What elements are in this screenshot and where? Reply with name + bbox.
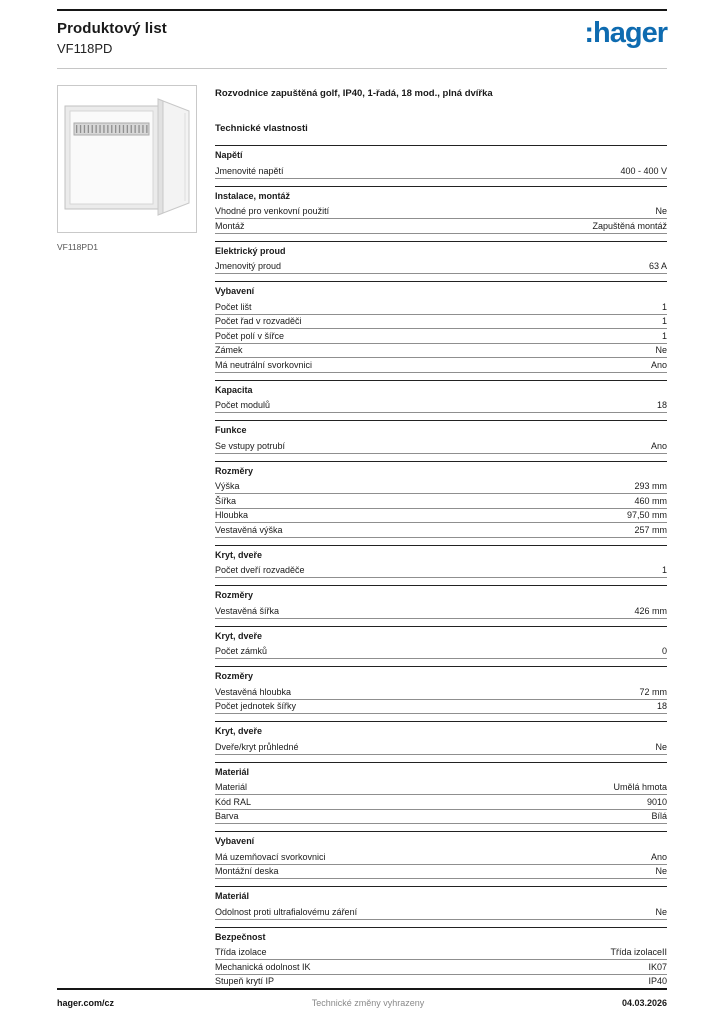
section-title: Kapacita — [215, 380, 667, 399]
spec-value: Třída izolaceII — [610, 947, 667, 957]
page-title: Produktový list — [57, 20, 167, 37]
spec-value: 0 — [661, 646, 667, 656]
spec-row — [215, 960, 667, 975]
section-rows — [215, 439, 667, 454]
spec-section — [215, 666, 667, 714]
section-rows — [215, 685, 667, 714]
spec-label: Třída izolace — [215, 947, 267, 957]
spec-value: Ne — [655, 866, 667, 876]
footer-date: 04.03.2026 — [621, 998, 667, 1008]
right-column — [215, 85, 667, 996]
spec-row — [215, 509, 667, 524]
spec-label: Dveře/kryt průhledné — [215, 741, 299, 752]
spec-section — [215, 927, 667, 990]
spec-label: Se vstupy potrubí — [215, 440, 286, 451]
spec-label: Má uzemňovací svorkovnici — [215, 851, 326, 862]
spec-label: Kód RAL — [215, 796, 252, 807]
product-image-frame — [57, 85, 197, 233]
spec-row — [215, 205, 667, 220]
spec-label: Šířka — [215, 495, 237, 506]
spec-row — [215, 645, 667, 660]
spec-value: 1 — [661, 301, 667, 312]
spec-label: Výška — [215, 481, 240, 491]
spec-value: Bílá — [651, 811, 667, 821]
spec-section — [215, 461, 667, 538]
spec-row — [215, 494, 667, 509]
footer-notice: Technické změny vyhrazeny — [311, 998, 425, 1008]
spec-label: Zámek — [215, 345, 243, 355]
spec-row — [215, 850, 667, 865]
spec-label: Vestavěná hloubka — [215, 686, 292, 697]
section-title: Elektrický proud — [215, 241, 667, 260]
spec-row — [215, 315, 667, 330]
header — [57, 11, 667, 69]
spec-row — [215, 564, 667, 579]
section-title: Kryt, dveře — [215, 721, 667, 740]
section-rows — [215, 564, 667, 579]
spec-value: Ne — [655, 206, 667, 216]
spec-row — [215, 358, 667, 373]
spec-value: 72 mm — [639, 686, 667, 697]
spec-row — [215, 344, 667, 359]
spec-label: Hloubka — [215, 510, 249, 520]
section-title: Rozměry — [215, 666, 667, 685]
spec-label: Počet zámků — [215, 646, 268, 656]
spec-row — [215, 399, 667, 414]
spec-value: Ne — [655, 906, 667, 917]
spec-row — [215, 781, 667, 796]
spec-value: 97,50 mm — [626, 510, 667, 520]
spec-section — [215, 585, 667, 619]
spec-label: Počet dveří rozvaděče — [215, 565, 305, 575]
section-title: Napětí — [215, 145, 667, 164]
spec-label: Počet lišt — [215, 301, 252, 312]
spec-row — [215, 865, 667, 880]
spec-value: 426 mm — [634, 605, 667, 616]
product-reference: VF118PD — [57, 41, 113, 56]
content — [57, 85, 667, 996]
spec-row — [215, 480, 667, 495]
spec-value: Ano — [650, 359, 667, 370]
spec-row — [215, 164, 667, 179]
spec-value: 293 mm — [634, 481, 667, 491]
spec-section — [215, 626, 667, 660]
spec-value: 18 — [656, 701, 667, 711]
spec-row — [215, 219, 667, 234]
spec-section — [215, 186, 667, 234]
section-rows — [215, 604, 667, 619]
spec-value: 400 - 400 V — [620, 165, 667, 176]
header-titles — [57, 20, 167, 56]
spec-section — [215, 831, 667, 879]
left-column — [57, 85, 215, 996]
section-title: Materiál — [215, 762, 667, 781]
spec-label: Počet řad v rozvaděči — [215, 316, 302, 326]
spec-row — [215, 700, 667, 715]
spec-row — [215, 260, 667, 275]
spec-label: Vestavěná šířka — [215, 605, 280, 616]
spec-value: Ne — [655, 345, 667, 355]
spec-row — [215, 905, 667, 920]
spec-value: 1 — [661, 316, 667, 326]
spec-value: IP40 — [648, 976, 667, 986]
spec-row — [215, 740, 667, 755]
section-rows — [215, 480, 667, 538]
spec-label: Barva — [215, 811, 239, 821]
section-title: Instalace, montáž — [215, 186, 667, 205]
section-rows — [215, 260, 667, 275]
spec-value: Ano — [650, 440, 667, 451]
spec-label: Jmenovitý proud — [215, 261, 282, 271]
section-title: Funkce — [215, 420, 667, 439]
spec-value: 1 — [661, 330, 667, 341]
spec-value: 18 — [656, 400, 667, 410]
spec-section — [215, 420, 667, 454]
section-rows — [215, 850, 667, 879]
spec-label: Počet jednotek šířky — [215, 701, 297, 711]
spec-row — [215, 685, 667, 700]
spec-row — [215, 300, 667, 315]
spec-value: Ne — [655, 741, 667, 752]
section-rows — [215, 399, 667, 414]
footer — [57, 988, 667, 1008]
product-description: Rozvodnice zapuštěná golf, IP40, 1-řadá, 18 mod., plná dvířka — [215, 88, 493, 99]
spec-value: Ano — [650, 851, 667, 862]
spec-label: Počet polí v šířce — [215, 330, 285, 341]
section-title: Vybavení — [215, 281, 667, 300]
spec-label: Materiál — [215, 782, 248, 792]
section-rows — [215, 300, 667, 373]
section-title: Rozměry — [215, 461, 667, 480]
spec-row — [215, 604, 667, 619]
hager-logo: :hager — [584, 17, 667, 49]
spec-row — [215, 946, 667, 961]
spec-section — [215, 241, 667, 275]
spec-label: Vestavěná výška — [215, 524, 283, 535]
spec-row — [215, 810, 667, 825]
section-title: Kryt, dveře — [215, 626, 667, 645]
section-title: Bezpečnost — [215, 927, 667, 946]
image-caption: VF118PD1 — [57, 242, 98, 252]
section-rows — [215, 905, 667, 920]
spec-section — [215, 281, 667, 373]
section-rows — [215, 205, 667, 234]
section-title: Rozměry — [215, 585, 667, 604]
spec-section — [215, 762, 667, 825]
spec-section — [215, 380, 667, 414]
spec-label: Počet modulů — [215, 400, 271, 410]
section-rows — [215, 740, 667, 755]
section-rows — [215, 781, 667, 825]
section-title: Materiál — [215, 886, 667, 905]
spec-label: Montážní deska — [215, 866, 279, 876]
spec-section — [215, 886, 667, 920]
spec-label: Montáž — [215, 220, 245, 231]
spec-row — [215, 439, 667, 454]
section-rows — [215, 946, 667, 990]
section-rows — [215, 645, 667, 660]
spec-row — [215, 523, 667, 538]
spec-section — [215, 721, 667, 755]
spec-value: Zapuštěná montáž — [592, 220, 667, 231]
spec-label: Odolnost proti ultrafialovému záření — [215, 906, 358, 917]
spec-label: Stupeň krytí IP — [215, 976, 275, 986]
spec-value: 257 mm — [634, 524, 667, 535]
spec-label: Má neutrální svorkovnici — [215, 359, 313, 370]
spec-value: 9010 — [646, 796, 667, 807]
section-title: Kryt, dveře — [215, 545, 667, 564]
spec-label: Vhodné pro venkovní použití — [215, 206, 330, 216]
section-rows — [215, 164, 667, 179]
spec-value: IK07 — [648, 961, 667, 972]
spec-row — [215, 329, 667, 344]
spec-row — [215, 795, 667, 810]
product-image — [58, 86, 196, 232]
spec-value: 1 — [661, 565, 667, 575]
spec-row — [215, 975, 667, 990]
spec-label: Mechanická odolnost IK — [215, 961, 311, 972]
footer-website-link[interactable]: hager.com/cz — [57, 998, 115, 1008]
spec-sections — [215, 145, 667, 989]
tech-properties-heading: Technické vlastnosti — [215, 123, 308, 134]
section-title: Vybavení — [215, 831, 667, 850]
spec-section — [215, 545, 667, 579]
spec-value: Umělá hmota — [613, 782, 667, 792]
spec-label: Jmenovité napětí — [215, 165, 284, 176]
spec-section — [215, 145, 667, 179]
spec-value: 63 A — [648, 261, 667, 271]
spec-value: 460 mm — [634, 495, 667, 506]
